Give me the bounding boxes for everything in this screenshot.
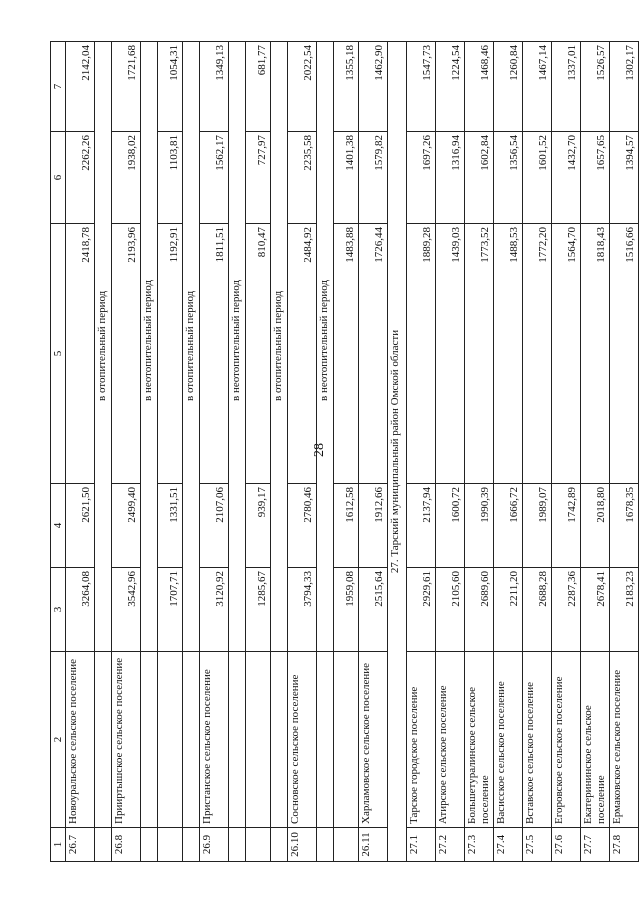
value-col5: 810,47 [246, 224, 271, 484]
period-label: в отопительный период [271, 42, 288, 652]
empty-cell [271, 828, 288, 862]
value-col5: 1773,52 [465, 224, 494, 484]
value-col4: 2107,06 [200, 484, 229, 568]
settlement-name: Прииртышское сельское поселение [112, 652, 141, 828]
col-header: 2 [51, 652, 66, 828]
settlement-name [158, 652, 183, 828]
value-col6: 1562,17 [200, 132, 229, 224]
settlement-name: Харламовское сельское поселение [359, 652, 388, 828]
value-col4: 939,17 [246, 484, 271, 568]
value-col6: 1697,26 [407, 132, 436, 224]
value-col7: 1054,31 [158, 42, 183, 132]
table-rotation-frame [50, 42, 636, 862]
value-col7: 1349,13 [200, 42, 229, 132]
value-col6: 2262,26 [66, 132, 95, 224]
value-col6: 1356,54 [494, 132, 523, 224]
value-col7: 1467,14 [523, 42, 552, 132]
value-col4: 1331,51 [158, 484, 183, 568]
period-label-row [229, 42, 246, 862]
table-row [359, 42, 388, 862]
value-col7: 1355,18 [334, 42, 359, 132]
tariff-table [50, 41, 639, 862]
col-header: 6 [51, 132, 66, 224]
settlement-name [334, 652, 359, 828]
value-col7: 2142,04 [66, 42, 95, 132]
row-number: 26.9 [200, 828, 229, 862]
value-col5: 1439,03 [436, 224, 465, 484]
settlement-name [246, 652, 271, 828]
table-row [66, 42, 95, 862]
value-col7: 1526,57 [581, 42, 610, 132]
col-header: 4 [51, 484, 66, 568]
settlement-name: Тарское городское поселение [407, 652, 436, 828]
table-row [246, 42, 271, 862]
value-col5: 1483,88 [334, 224, 359, 484]
table-row [288, 42, 317, 862]
value-col6: 1602,84 [465, 132, 494, 224]
value-col4: 1600,72 [436, 484, 465, 568]
period-label: в неотопительный период [317, 42, 334, 652]
value-col6: 1103,81 [158, 132, 183, 224]
period-label: в неотопительный период [229, 42, 246, 652]
value-col5: 1726,44 [359, 224, 388, 484]
period-label: в отопительный период [183, 42, 200, 652]
value-col3: 2688,28 [523, 568, 552, 652]
value-col3: 1707,71 [158, 568, 183, 652]
value-col3: 2678,41 [581, 568, 610, 652]
period-label-row [95, 42, 112, 862]
row-number: 26.11 [359, 828, 388, 862]
row-number: 26.8 [112, 828, 141, 862]
value-col7: 1224,54 [436, 42, 465, 132]
row-number: 27.3 [465, 828, 494, 862]
value-col3: 2287,36 [552, 568, 581, 652]
row-number [158, 828, 183, 862]
empty-cell [229, 828, 246, 862]
table-row [112, 42, 141, 862]
period-label-row [141, 42, 158, 862]
value-col6: 727,97 [246, 132, 271, 224]
value-col5: 2418,78 [66, 224, 95, 484]
value-col6: 1657,65 [581, 132, 610, 224]
table-row [552, 42, 581, 862]
value-col6: 1938,02 [112, 132, 141, 224]
settlement-name: Ермаковское сельское поселение [610, 652, 639, 828]
empty-cell [95, 828, 112, 862]
value-col5: 1564,70 [552, 224, 581, 484]
value-col6: 1394,57 [610, 132, 639, 224]
value-col5: 1818,43 [581, 224, 610, 484]
table-row [200, 42, 229, 862]
table-row [407, 42, 436, 862]
empty-cell [183, 652, 200, 828]
value-col7: 1468,46 [465, 42, 494, 132]
value-col7: 1721,68 [112, 42, 141, 132]
value-col3: 2211,20 [494, 568, 523, 652]
settlement-name: Егоровское сельское поселение [552, 652, 581, 828]
row-number: 27.5 [523, 828, 552, 862]
value-col4: 1742,89 [552, 484, 581, 568]
table-row [436, 42, 465, 862]
value-col5: 2193,96 [112, 224, 141, 484]
column-number-row [51, 42, 66, 862]
row-number: 26.10 [288, 828, 317, 862]
row-number [334, 828, 359, 862]
value-col4: 1666,72 [494, 484, 523, 568]
table-row [494, 42, 523, 862]
value-col4: 1612,58 [334, 484, 359, 568]
settlement-name: Вставское сельское поселение [523, 652, 552, 828]
value-col4: 2780,46 [288, 484, 317, 568]
period-label-row [317, 42, 334, 862]
value-col3: 3794,33 [288, 568, 317, 652]
settlement-name: Пристанское сельское поселение [200, 652, 229, 828]
value-col7: 2022,54 [288, 42, 317, 132]
table-row [465, 42, 494, 862]
col-header: 7 [51, 42, 66, 132]
settlement-name: Сосновское сельское поселение [288, 652, 317, 828]
value-col6: 2235,58 [288, 132, 317, 224]
period-label: в отопительный период [95, 42, 112, 652]
period-label-row [183, 42, 200, 862]
col-header: 5 [51, 224, 66, 484]
value-col4: 2018,80 [581, 484, 610, 568]
value-col3: 2929,61 [407, 568, 436, 652]
row-number: 27.7 [581, 828, 610, 862]
section-title: 27. Тарский муниципальный район Омской области [388, 42, 407, 862]
row-number: 27.4 [494, 828, 523, 862]
value-col5: 1889,28 [407, 224, 436, 484]
value-col3: 2689,60 [465, 568, 494, 652]
value-col6: 1401,38 [334, 132, 359, 224]
settlement-name: Васисское сельское поселение [494, 652, 523, 828]
empty-cell [141, 828, 158, 862]
value-col6: 1601,52 [523, 132, 552, 224]
table-row [158, 42, 183, 862]
row-number: 27.8 [610, 828, 639, 862]
value-col7: 1302,17 [610, 42, 639, 132]
row-number [246, 828, 271, 862]
value-col3: 3542,96 [112, 568, 141, 652]
table-header [51, 42, 66, 862]
value-col5: 1811,51 [200, 224, 229, 484]
col-header: 1 [51, 828, 66, 862]
value-col5: 1516,66 [610, 224, 639, 484]
value-col5: 2484,92 [288, 224, 317, 484]
value-col7: 1462,90 [359, 42, 388, 132]
table-row [581, 42, 610, 862]
period-label-row [271, 42, 288, 862]
empty-cell [317, 652, 334, 828]
section-header-row [388, 42, 407, 862]
empty-cell [229, 652, 246, 828]
value-col3: 2105,60 [436, 568, 465, 652]
value-col4: 1989,07 [523, 484, 552, 568]
value-col4: 2621,50 [66, 484, 95, 568]
value-col4: 2137,94 [407, 484, 436, 568]
value-col5: 1488,53 [494, 224, 523, 484]
value-col3: 2515,64 [359, 568, 388, 652]
settlement-name: Большетуралинское сельское поселение [465, 652, 494, 828]
value-col3: 2183,23 [610, 568, 639, 652]
row-number: 26.7 [66, 828, 95, 862]
empty-cell [271, 652, 288, 828]
value-col7: 1337,01 [552, 42, 581, 132]
settlement-name: Екатерининское сельское поселение [581, 652, 610, 828]
value-col3: 3120,92 [200, 568, 229, 652]
empty-cell [95, 652, 112, 828]
value-col3: 3264,08 [66, 568, 95, 652]
value-col5: 1192,91 [158, 224, 183, 484]
settlement-name: Новоуральское сельское поселение [66, 652, 95, 828]
value-col4: 1990,39 [465, 484, 494, 568]
value-col3: 1959,08 [334, 568, 359, 652]
empty-cell [141, 652, 158, 828]
value-col6: 1316,94 [436, 132, 465, 224]
value-col3: 1285,67 [246, 568, 271, 652]
empty-cell [317, 828, 334, 862]
value-col6: 1579,82 [359, 132, 388, 224]
value-col4: 1678,35 [610, 484, 639, 568]
period-label: в неотопительный период [141, 42, 158, 652]
col-header: 3 [51, 568, 66, 652]
row-number: 27.2 [436, 828, 465, 862]
value-col4: 1912,66 [359, 484, 388, 568]
value-col7: 1260,84 [494, 42, 523, 132]
table-row [523, 42, 552, 862]
tariff-table-wrapper [50, 42, 636, 862]
row-number: 27.6 [552, 828, 581, 862]
value-col5: 1772,20 [523, 224, 552, 484]
value-col6: 1432,70 [552, 132, 581, 224]
value-col7: 1547,73 [407, 42, 436, 132]
table-body [66, 42, 639, 862]
row-number: 27.1 [407, 828, 436, 862]
settlement-name: Атирское сельское поселение [436, 652, 465, 828]
table-row [610, 42, 639, 862]
empty-cell [183, 828, 200, 862]
page-number: 28 [312, 443, 327, 457]
table-row [334, 42, 359, 862]
value-col7: 681,77 [246, 42, 271, 132]
value-col4: 2499,40 [112, 484, 141, 568]
